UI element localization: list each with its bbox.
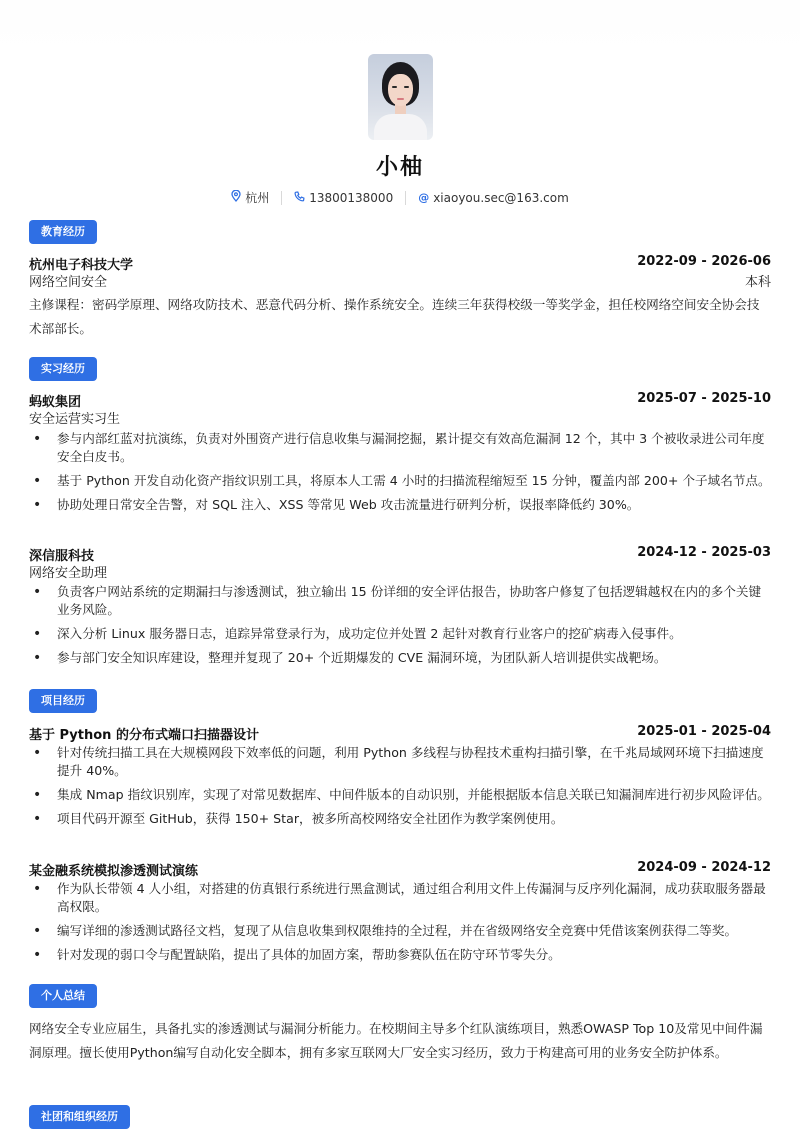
contact-location: [231, 189, 269, 206]
email-icon: @: [418, 191, 430, 204]
education-subheader: [29, 271, 771, 290]
role: 网络安全助理: [29, 566, 108, 581]
list-item: • 针对传统扫描工具在大规模网段下效率低的问题，利用 Python 多线程与协程技术重构扫描引擎，在千兆局域网环境下扫描速度提升 40%。: [29, 744, 771, 780]
project-dates: 2025-01 - 2025-04: [637, 724, 771, 739]
contact-phone: [294, 191, 393, 205]
list-item: • 集成 Nmap 指纹识别库，实现了对常见数据库、中间件版本的自动识别，并能根据版本信息关联已知漏洞库进行初步风险评估。: [29, 786, 771, 804]
company-name: 蚂蚁集团: [29, 395, 82, 410]
internship-role-row: [29, 562, 771, 581]
location-icon: [231, 190, 241, 205]
major: 网络空间安全: [29, 275, 108, 290]
list-item: • 作为队长带领 4 人小组，对搭建的仿真银行系统进行黑盒测试，通过组合利用文件上传漏洞与反序列化漏洞，成功获取服务器最高权限。: [29, 880, 771, 916]
resume-header: [0, 54, 800, 206]
divider: [405, 191, 406, 205]
section-title-organizations: 社团和组织经历: [29, 1105, 130, 1129]
internship-dates: 2024-12 - 2025-03: [637, 545, 771, 560]
project-name: 某金融系统模拟渗透测试演练: [29, 864, 199, 879]
divider: [281, 191, 282, 205]
avatar: [368, 54, 433, 140]
project-name: 基于 Python 的分布式端口扫描器设计: [29, 728, 259, 743]
project-dates: 2024-09 - 2024-12: [637, 860, 771, 875]
candidate-name: 小柚: [375, 155, 424, 180]
internship-bullets: [29, 583, 771, 673]
project-bullets: [29, 880, 771, 970]
school-name: 杭州电子科技大学: [29, 258, 134, 273]
section-title-internships: 实习经历: [29, 357, 97, 381]
project-header: [29, 860, 771, 879]
list-item: • 负责客户网站系统的定期漏扫与渗透测试，独立输出 15 份详细的安全评估报告，协助客户修复了包括逻辑越权在内的多个关键业务风险。: [29, 583, 771, 619]
list-item: • 参与部门安全知识库建设，整理并复现了 20+ 个近期爆发的 CVE 漏洞环境，为团队新人培训提供实战靶场。: [29, 649, 771, 667]
role: 安全运营实习生: [29, 412, 121, 427]
section-title-summary: 个人总结: [29, 984, 97, 1008]
list-item: • 针对发现的弱口令与配置缺陷，提出了具体的加固方案，帮助参赛队伍在防守环节零失分。: [29, 946, 771, 964]
list-item: • 编写详细的渗透测试路径文档，复现了从信息收集到权限维持的全过程，并在省级网络安全竞赛中凭借该案例获得二等奖。: [29, 922, 771, 940]
section-title-education: 教育经历: [29, 220, 97, 244]
summary-text: 网络安全专业应届生，具备扎实的渗透测试与漏洞分析能力。在校期间主导多个红队演练项目，熟悉OWASP Top 10及常见中间件漏洞原理。擅长使用Python编写自动化安全脚本，拥有多家互联网大厂安全实习经历，致力于构建高可用的业务安全防护体系。: [29, 1021, 763, 1060]
project-bullets: [29, 744, 771, 834]
list-item: • 基于 Python 开发自动化资产指纹识别工具，将原本人工需 4 小时的扫描流程缩短至 15 分钟，覆盖内部 200+ 个子域名节点。: [29, 472, 771, 490]
section-title-projects: 项目经历: [29, 689, 97, 713]
list-item: • 深入分析 Linux 服务器日志，追踪异常登录行为，成功定位并处置 2 起针对教育行业客户的挖矿病毒入侵事件。: [29, 625, 771, 643]
project-header: [29, 724, 771, 743]
internship-bullets: [29, 430, 771, 520]
location-text: 杭州: [245, 191, 270, 205]
email-text: xiaoyou.sec@163.com: [433, 190, 569, 205]
phone-text: 13800138000: [309, 190, 394, 205]
internship-role-row: [29, 408, 771, 427]
list-item: • 项目代码开源至 GitHub，获得 150+ Star，被多所高校网络安全社团作为教学案例使用。: [29, 810, 771, 828]
education-description: 主修课程：密码学原理、网络攻防技术、恶意代码分析、操作系统安全。连续三年获得校级一等奖学金，担任校网络空间安全协会技术部部长。: [29, 297, 760, 336]
degree: 本科: [744, 275, 771, 290]
education-dates: 2022-09 - 2026-06: [637, 254, 771, 269]
list-item: • 参与内部红蓝对抗演练，负责对外围资产进行信息收集与漏洞挖掘，累计提交有效高危漏洞 12 个，其中 3 个被收录进公司年度安全白皮书。: [29, 430, 771, 466]
list-item: • 协助处理日常安全告警，对 SQL 注入、XSS 等常见 Web 攻击流量进行研判分析，误报率降低约 30%。: [29, 496, 771, 514]
internship-dates: 2025-07 - 2025-10: [637, 391, 771, 406]
phone-icon: [294, 191, 305, 205]
contact-email: [418, 191, 569, 205]
company-name: 深信服科技: [29, 549, 95, 564]
contact-info: [0, 189, 800, 206]
